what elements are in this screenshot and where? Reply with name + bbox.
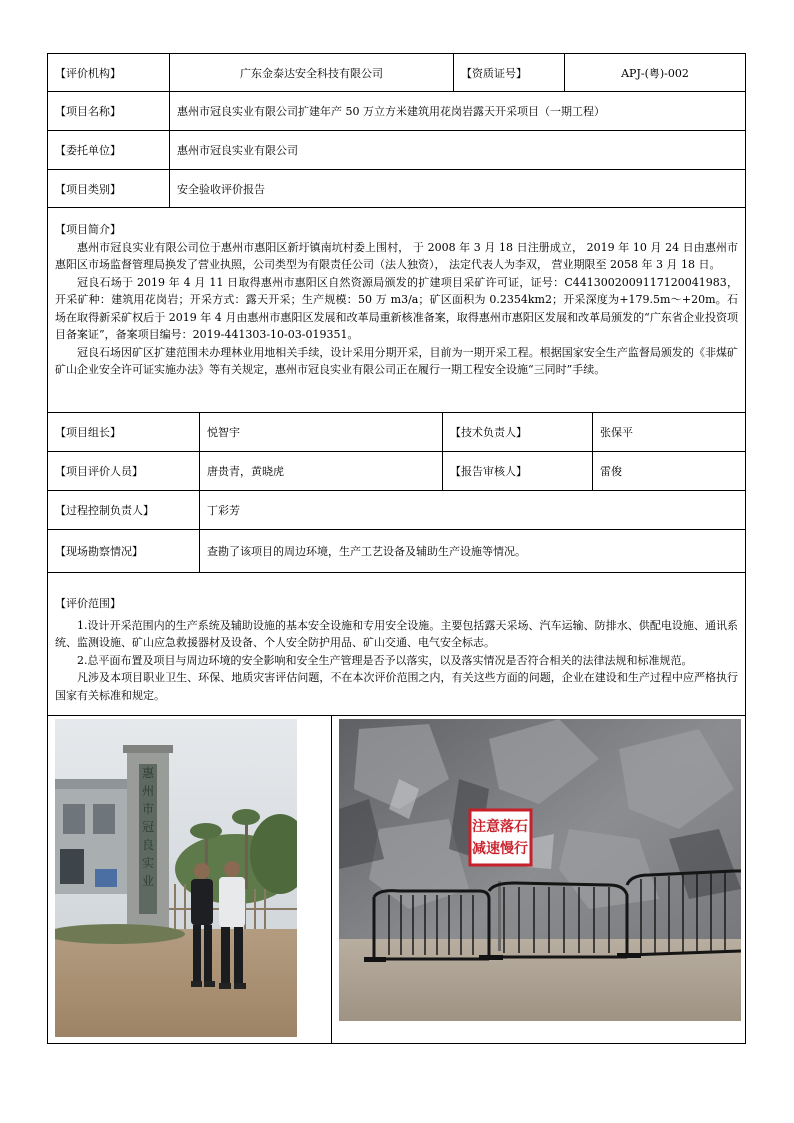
quarry-face-photo — [339, 719, 741, 1021]
evaluators-value: 唐贵青，黄晓虎 — [199, 452, 442, 490]
evaluation-scope — [47, 573, 746, 716]
scope-paragraph: 1.设计开采范围内的生产系统及辅助设施的基本安全设施和专用安全设施。主要包括露天采场、汽车运输、防排水、供配电设施、通讯系统、监测设施、矿山应急救援器材及设备、个人安全防护用品、矿山交通、电气安全标志。 — [55, 618, 738, 649]
photo-cell-left — [48, 716, 331, 1043]
gate-char: 州 — [141, 784, 155, 798]
gate-char: 冠 — [141, 820, 155, 834]
intro-paragraph: 惠州市冠良实业有限公司位于惠州市惠阳区新圩镇南坑村委上围村， 于 2008 年 3 月 18 日注册成立， 2019 年 10 月 24 日由惠州市惠阳区市场监督管理局换发了营业执照，公司类型为有限责任公司（法人独资）， 法定代表人为李双， 营业期限至 2058 年 3 月 18 日。 — [55, 240, 738, 271]
cert-label: 【资质证号】 — [453, 54, 564, 91]
gate-char: 良 — [141, 838, 155, 852]
report-sheet — [47, 53, 746, 1044]
gate-char: 实 — [141, 856, 155, 870]
gate-char: 惠 — [141, 766, 155, 780]
leader-value: 悦智宇 — [199, 413, 442, 451]
evaluators-label: 【项目评价人员】 — [55, 465, 143, 478]
tech-lead-value: 张保平 — [592, 413, 745, 451]
site-entrance-photo — [55, 719, 297, 1037]
process-control-value: 丁彩芳 — [199, 491, 745, 529]
reviewer-label: 【报告审核人】 — [442, 452, 592, 490]
gate-char: 市 — [141, 802, 155, 816]
process-control-label: 【过程控制负责人】 — [55, 504, 154, 517]
process-control-row — [47, 491, 746, 530]
gate-char: 业 — [141, 874, 155, 888]
tech-lead-label: 【技术负责人】 — [442, 413, 592, 451]
scope-paragraph: 凡涉及本项目职业卫生、环保、地质灾害评估问题，不在本次评价范围之内，有关这些方面的问题，企业在建设和生产过程中应严格执行国家有关标准和规定。 — [55, 671, 738, 702]
scope-heading: 【评价范围】 — [55, 597, 121, 610]
project-name-value: 惠州市冠良实业有限公司扩建年产 50 万立方米建筑用花岗岩露天开采项目（一期工程） — [169, 92, 745, 130]
project-intro — [47, 208, 746, 413]
site-photos — [47, 716, 746, 1044]
org-value: 广东金泰达安全科技有限公司 — [169, 54, 453, 91]
client-value: 惠州市冠良实业有限公司 — [169, 131, 745, 169]
org-row — [47, 53, 746, 92]
photo-cell-right — [331, 716, 745, 1043]
intro-heading: 【项目简介】 — [55, 223, 121, 236]
project-name-row — [47, 92, 746, 131]
intro-paragraph: 冠良石场于 2019 年 4 月 11 日取得惠州市惠阳区自然资源局颁发的扩建项目采矿许可证，证号：C4413002009117120041983，开采矿种：建筑用花岗岩；开采方式：露天开采；生产规模：50 万 m3/a；矿区面积为 0.2354km2；开采深度为+179.5m～+20m。石场在取得新采矿权后于 2019 年 4 月由惠州市惠阳区发展和改革局重新核准备案，取得惠州市惠阳区发展和改革局颁发的“广东省企业投资项目备案证”，备案项目编号：2019-441303-10-03-019351。 — [55, 275, 738, 341]
scope-paragraph: 2.总平面布置及项目与周边环境的安全影响和安全生产管理是否予以落实，以及落实情况是否符合相关的法律法规和标准规范。 — [77, 653, 693, 667]
evaluators-row — [47, 452, 746, 491]
cert-value: APJ-(粤)-002 — [564, 54, 745, 91]
site-survey-label: 【现场勘察情况】 — [55, 545, 143, 558]
sign-line-2: 减速慢行 — [472, 841, 528, 857]
leader-row — [47, 413, 746, 452]
category-value: 安全验收评价报告 — [169, 170, 745, 207]
reviewer-value: 雷俊 — [592, 452, 745, 490]
site-survey-value: 查勘了该项目的周边环境，生产工艺设备及辅助生产设施等情况。 — [199, 530, 745, 572]
category-row — [47, 170, 746, 208]
client-label: 【委托单位】 — [55, 144, 121, 157]
site-survey-row — [47, 530, 746, 573]
intro-paragraph: 冠良石场因矿区扩建范围未办理林业用地相关手续，设计采用分期开采，目前为一期开采工程。根据国家安全生产监督局颁发的《非煤矿矿山企业安全许可证实施办法》等有关规定，惠州市冠良实业有限公司正在履行一期工程安全设施“三同时”手续。 — [55, 345, 738, 376]
org-label: 【评价机构】 — [55, 66, 121, 80]
sign-line-1: 注意落石 — [472, 819, 528, 835]
client-row — [47, 131, 746, 170]
project-name-label: 【项目名称】 — [55, 105, 121, 118]
category-label: 【项目类别】 — [55, 182, 121, 196]
leader-label: 【项目组长】 — [55, 426, 121, 439]
